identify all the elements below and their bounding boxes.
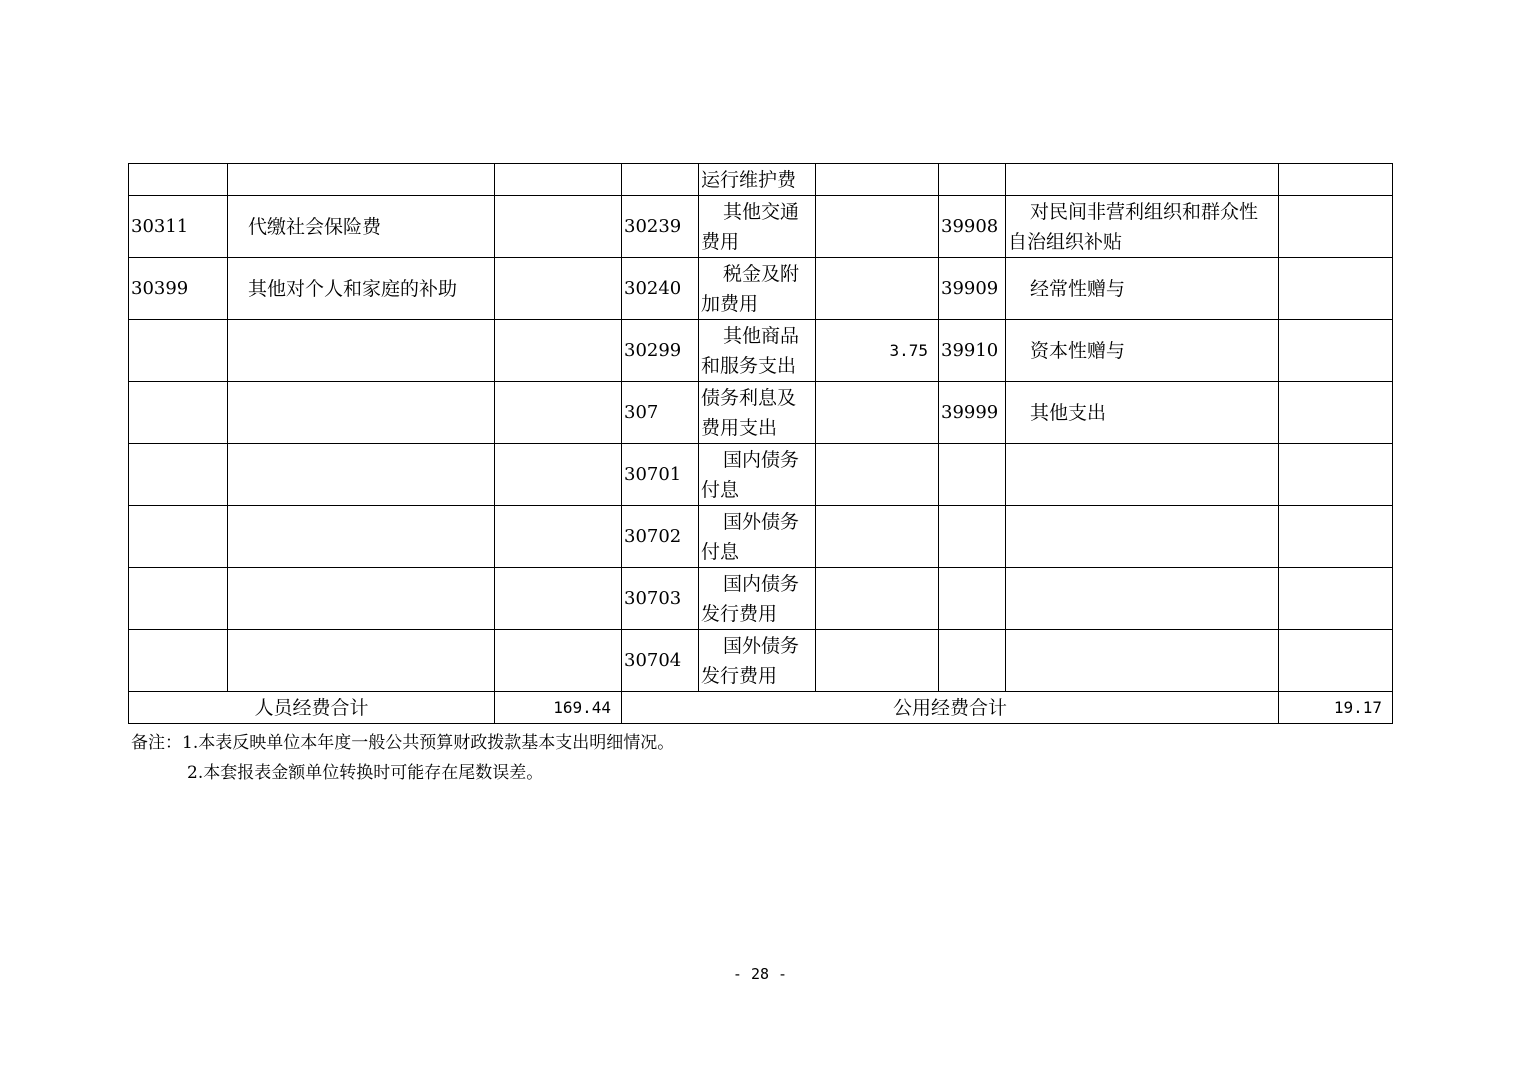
personnel-item-cell <box>228 444 495 506</box>
public-amount-cell <box>816 258 939 320</box>
personnel-code-cell <box>129 444 228 506</box>
personnel-amount-cell <box>495 506 622 568</box>
public-amount-cell <box>816 164 939 196</box>
personnel-item-cell <box>228 630 495 692</box>
public-code-cell: 30703 <box>622 568 699 630</box>
personnel-item-cell <box>228 382 495 444</box>
public-item-cell: 其他交通费用 <box>699 196 816 258</box>
other-item-cell <box>1006 630 1279 692</box>
public-amount-cell <box>816 630 939 692</box>
public-code-cell: 30299 <box>622 320 699 382</box>
other-amount-cell <box>1279 630 1393 692</box>
public-amount-cell <box>816 506 939 568</box>
personnel-item-cell <box>228 164 495 196</box>
personnel-code-cell <box>129 164 228 196</box>
public-amount-cell <box>816 568 939 630</box>
personnel-item-cell <box>228 568 495 630</box>
public-item-cell: 债务利息及费用支出 <box>699 382 816 444</box>
other-code-cell <box>939 630 1006 692</box>
other-amount-cell <box>1279 506 1393 568</box>
public-item-cell: 运行维护费 <box>699 164 816 196</box>
public-item-cell: 国外债务付息 <box>699 506 816 568</box>
other-item-cell <box>1006 444 1279 506</box>
personnel-amount-cell <box>495 630 622 692</box>
basic-expenditure-detail-table <box>128 163 1393 724</box>
personnel-total-label: 人员经费合计 <box>129 692 495 724</box>
other-code-cell <box>939 164 1006 196</box>
personnel-amount-cell <box>495 320 622 382</box>
other-amount-cell <box>1279 196 1393 258</box>
personnel-code-cell <box>129 506 228 568</box>
public-code-cell: 307 <box>622 382 699 444</box>
personnel-code-cell <box>129 320 228 382</box>
other-code-cell: 39910 <box>939 320 1006 382</box>
personnel-code-cell <box>129 382 228 444</box>
other-code-cell: 39909 <box>939 258 1006 320</box>
public-item-cell: 国外债务发行费用 <box>699 630 816 692</box>
table-row <box>129 258 1393 320</box>
public-amount-cell: 3.75 <box>816 320 939 382</box>
page-number: - 28 - <box>732 965 788 983</box>
other-code-cell <box>939 506 1006 568</box>
public-item-cell: 税金及附加费用 <box>699 258 816 320</box>
other-amount-cell <box>1279 258 1393 320</box>
personnel-code-cell <box>129 568 228 630</box>
other-amount-cell <box>1279 320 1393 382</box>
other-item-cell <box>1006 506 1279 568</box>
other-amount-cell <box>1279 164 1393 196</box>
personnel-amount-cell <box>495 444 622 506</box>
other-item-cell: 资本性赠与 <box>1006 320 1279 382</box>
personnel-item-cell: 代缴社会保险费 <box>228 196 495 258</box>
public-item-cell: 国内债务付息 <box>699 444 816 506</box>
personnel-amount-cell <box>495 196 622 258</box>
personnel-amount-cell <box>495 258 622 320</box>
public-amount-cell <box>816 382 939 444</box>
public-item-cell: 国内债务发行费用 <box>699 568 816 630</box>
personnel-item-cell <box>228 320 495 382</box>
public-code-cell: 30702 <box>622 506 699 568</box>
public-code-cell: 30240 <box>622 258 699 320</box>
table-row <box>129 506 1393 568</box>
other-item-cell: 经常性赠与 <box>1006 258 1279 320</box>
public-code-cell: 30239 <box>622 196 699 258</box>
personnel-code-cell: 30399 <box>129 258 228 320</box>
public-item-cell: 其他商品和服务支出 <box>699 320 816 382</box>
table-row <box>129 444 1393 506</box>
other-item-cell: 其他支出 <box>1006 382 1279 444</box>
other-code-cell <box>939 568 1006 630</box>
personnel-total-value: 169.44 <box>495 692 622 724</box>
public-amount-cell <box>816 444 939 506</box>
table-row <box>129 196 1393 258</box>
personnel-code-cell: 30311 <box>129 196 228 258</box>
table-row <box>129 320 1393 382</box>
other-amount-cell <box>1279 444 1393 506</box>
public-code-cell: 30704 <box>622 630 699 692</box>
personnel-amount-cell <box>495 382 622 444</box>
other-item-cell <box>1006 164 1279 196</box>
table-row <box>129 630 1393 692</box>
note-line-2: 2.本套报表金额单位转换时可能存在尾数误差。 <box>187 763 544 783</box>
totals-row <box>129 692 1393 724</box>
other-code-cell: 39908 <box>939 196 1006 258</box>
other-amount-cell <box>1279 382 1393 444</box>
public-code-cell <box>622 164 699 196</box>
public-total-value: 19.17 <box>1279 692 1393 724</box>
other-item-cell <box>1006 568 1279 630</box>
personnel-amount-cell <box>495 164 622 196</box>
other-item-cell: 对民间非营利组织和群众性自治组织补贴 <box>1006 196 1279 258</box>
table-row <box>129 382 1393 444</box>
table-notes <box>131 728 674 788</box>
personnel-amount-cell <box>495 568 622 630</box>
note-line-1: 备注：1.本表反映单位本年度一般公共预算财政拨款基本支出明细情况。 <box>131 733 675 753</box>
personnel-code-cell <box>129 630 228 692</box>
other-code-cell <box>939 444 1006 506</box>
public-amount-cell <box>816 196 939 258</box>
other-amount-cell <box>1279 568 1393 630</box>
other-code-cell: 39999 <box>939 382 1006 444</box>
public-total-label: 公用经费合计 <box>622 692 1279 724</box>
personnel-item-cell: 其他对个人和家庭的补助 <box>228 258 495 320</box>
table-row <box>129 164 1393 196</box>
table-row <box>129 568 1393 630</box>
personnel-item-cell <box>228 506 495 568</box>
public-code-cell: 30701 <box>622 444 699 506</box>
